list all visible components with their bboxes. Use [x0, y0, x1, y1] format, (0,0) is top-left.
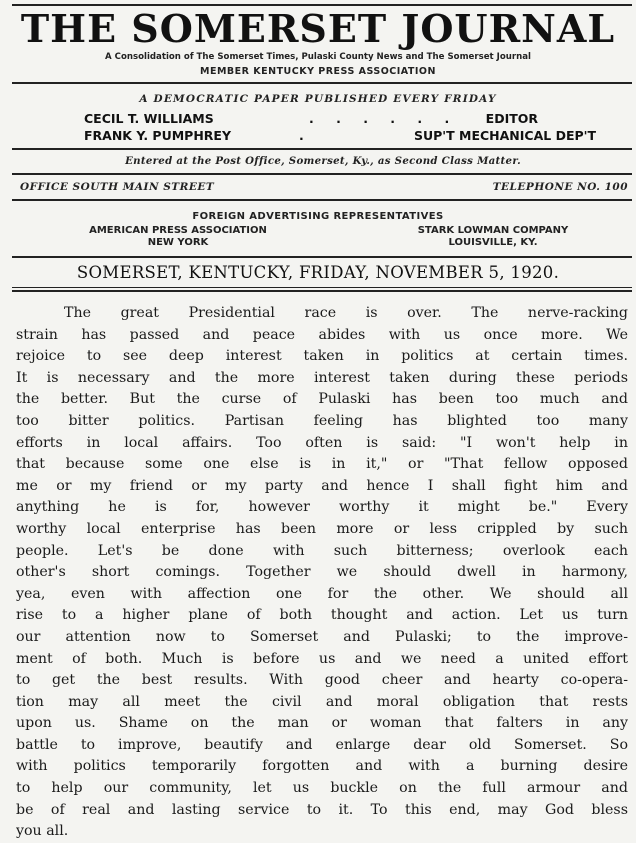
- advertising-rep-left: [58, 225, 298, 249]
- staff-name: CECIL T. WILLIAMS: [84, 111, 214, 126]
- dateline: SOMERSET, KENTUCKY, FRIDAY, NOVEMBER 5, 1920.: [76, 263, 560, 282]
- editorial-line: be of real and lasting service to it. To this end, may God bless: [16, 801, 628, 818]
- editorial-line: with politics temporarily forgotten and with a burning desire: [16, 758, 628, 775]
- rep-city: LOUISVILLE, KY.: [448, 237, 538, 248]
- masthead-subtitle: A Consolidation of The Somerset Times, Pulaski County News and The Somerset Journal: [105, 52, 531, 62]
- editorial-line: yea, even with affection one for the other. We should all: [16, 585, 628, 602]
- editorial-line: The great Presidential race is over. The nerve-racking: [64, 305, 628, 321]
- advertising-heading: FOREIGN ADVERTISING REPRESENTATIVES: [192, 211, 444, 222]
- publication-note: A DEMOCRATIC PAPER PUBLISHED EVERY FRIDAY: [139, 93, 497, 105]
- membership-line: MEMBER KENTUCKY PRESS ASSOCIATION: [200, 66, 436, 77]
- editorial-line: you all.: [16, 823, 69, 840]
- telephone-number: TELEPHONE NO. 100: [492, 181, 628, 193]
- staff-role: EDITOR: [485, 111, 538, 126]
- rule-above-dateline: [12, 256, 632, 258]
- editorial-line: battle to improve, beautify and enlarge dear old Somerset. So: [16, 736, 628, 753]
- editorial-line: rise to a higher plane of both thought and action. Let us turn: [16, 607, 628, 624]
- editorial-line: me or my friend or my party and hence I shall fight him and: [16, 477, 628, 494]
- editorial-line: efforts in local affairs. Too often is said: "I won't help in: [16, 434, 628, 451]
- rule-under-dateline: [12, 290, 632, 292]
- rule-under-staff: [12, 148, 632, 150]
- masthead-title: THE SOMERSET JOURNAL: [20, 6, 616, 51]
- editorial-line: upon us. Shame on the man or woman that falters in any: [16, 715, 628, 732]
- editorial-line: anything he is for, however worthy it might be." Every: [16, 499, 628, 516]
- editorial-line: ment of both. Much is before us and we need a united effort: [16, 650, 628, 667]
- staff-dots: . . . . . .: [309, 111, 459, 126]
- entered-note: Entered at the Post Office, Somerset, Ky., as Second Class Matter.: [125, 155, 521, 167]
- staff-dots: .: [299, 128, 306, 143]
- editorial-line: people. Let's be done with such bitterness; overlook each: [16, 542, 628, 559]
- editorial-line: the better. But the curse of Pulaski has been too much and: [16, 391, 628, 408]
- staff-name: FRANK Y. PUMPHREY: [84, 128, 232, 143]
- editorial-line: that because some one else is in it," or "That fellow opposed: [16, 456, 628, 473]
- rep-city: NEW YORK: [147, 237, 209, 248]
- staff-role: SUP'T MECHANICAL DEP'T: [413, 128, 596, 143]
- rep-name: STARK LOWMAN COMPANY: [417, 225, 569, 236]
- editorial-body: [16, 303, 628, 843]
- editorial-line: tion may all meet the civil and moral obligation that rests: [16, 693, 628, 710]
- staff-row-superintendent: [84, 128, 596, 145]
- editorial-line: to help our community, let us buckle on the full armour and: [16, 780, 628, 797]
- rule-under-dateline-thin: [12, 287, 632, 288]
- editorial-line: worthy local enterprise has been more or less crippled by such: [16, 520, 628, 537]
- rule-under-office: [12, 199, 632, 201]
- staff-row-editor: [84, 111, 596, 128]
- editorial-line: to get the best results. With good cheer and hearty co-opera-: [16, 672, 628, 689]
- advertising-rep-right: [378, 225, 608, 249]
- rep-name: AMERICAN PRESS ASSOCIATION: [89, 225, 267, 236]
- editorial-line: strain has passed and peace abides with us once more. We: [16, 326, 628, 343]
- rule-under-masthead: [12, 82, 632, 84]
- editorial-line: It is necessary and the more interest taken during these periods: [16, 369, 628, 386]
- editorial-line: rejoice to see deep interest taken in politics at certain times.: [16, 348, 628, 365]
- office-address: OFFICE SOUTH MAIN STREET: [20, 181, 215, 193]
- editorial-line: other's short comings. Together we should dwell in harmony,: [16, 564, 628, 581]
- rule-above-office: [12, 173, 632, 175]
- editorial-line: too bitter politics. Partisan feeling has blighted too many: [16, 412, 628, 429]
- editorial-line: our attention now to Somerset and Pulaski; to the improve-: [16, 628, 628, 645]
